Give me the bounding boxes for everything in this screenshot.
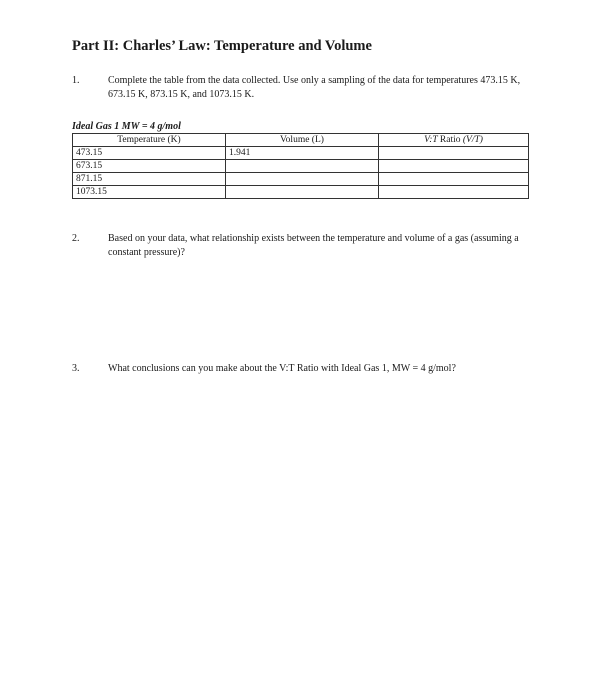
table-row (73, 160, 529, 173)
table-header-row (73, 134, 529, 147)
data-table (72, 133, 529, 199)
question-2 (72, 232, 542, 260)
question-number: 3. (72, 363, 80, 374)
table-row (73, 186, 529, 199)
cell-volume[interactable] (226, 173, 379, 186)
header-ratio-suffix: (V/T) (462, 135, 483, 145)
table-row (73, 173, 529, 186)
table-row (73, 147, 529, 160)
cell-temperature[interactable]: 673.15 (73, 160, 226, 173)
cell-ratio[interactable] (379, 173, 529, 186)
cell-ratio[interactable] (379, 186, 529, 199)
header-ratio (379, 134, 529, 147)
cell-temperature[interactable]: 871.15 (73, 173, 226, 186)
question-text: Based on your data, what relationship exists between the temperature and volume of a gas (assuming a constant pressure)? (108, 233, 519, 258)
cell-ratio[interactable] (379, 147, 529, 160)
header-ratio-word: Ratio (439, 135, 461, 145)
cell-volume[interactable] (226, 160, 379, 173)
question-number: 1. (72, 75, 80, 86)
question-text: Complete the table from the data collected. Use only a sampling of the data for temperatures 473.15 K, 673.15 K, 873.15 K, and 1073.15 K. (108, 75, 521, 100)
question-number: 2. (72, 233, 80, 244)
page-title: Part II: Charles’ Law: Temperature and Volume (72, 38, 372, 54)
question-1 (72, 74, 542, 102)
header-volume: Volume (L) (226, 134, 379, 147)
question-text: What conclusions can you make about the V:T Ratio with Ideal Gas 1, MW = 4 g/mol? (108, 363, 456, 374)
cell-temperature[interactable]: 1073.15 (73, 186, 226, 199)
cell-volume[interactable]: 1.941 (226, 147, 379, 160)
header-temperature: Temperature (K) (73, 134, 226, 147)
cell-ratio[interactable] (379, 160, 529, 173)
cell-volume[interactable] (226, 186, 379, 199)
question-3 (72, 362, 542, 376)
table-caption: Ideal Gas 1 MW = 4 g/mol (72, 121, 181, 132)
cell-temperature[interactable]: 473.15 (73, 147, 226, 160)
header-ratio-prefix: V:T (424, 135, 438, 145)
